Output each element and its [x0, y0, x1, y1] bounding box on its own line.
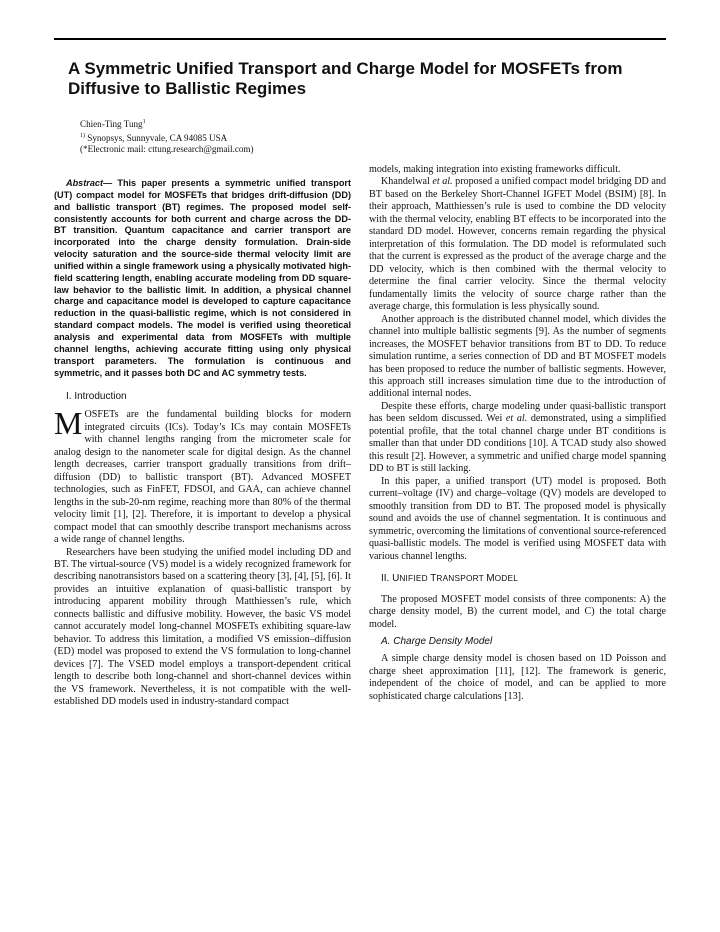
intro-paragraph-2: Researchers have been studying the unified model including DD and BT. The virtual-source (VS) model is a widely recognized framework for describing nanotransistors based on a scattering theory [3], [4], [5], [6]. It provides an intuitive explanation of quasi-ballistic transport by introducing apparent mobility through Matthiessen’s rule, which connects ballistic and diffusive mobility. However, the basic VS model cannot accurately model long-channel MOSFETs exhibiting square-law behavior. To address this limitation, a modified VS emission–diffusion (ED) model was proposed to extend the VS formulation to long-channel devices [7]. The VSED model employs a transport-dependent critical length to describe both long-channel and short-channel devices within the VS framework. Nevertheless, it is not compatible with the well-established DD models used in industry-standard compact	[54, 546, 351, 708]
right-paragraph-4: In this paper, a unified transport (UT) model is proposed. Both current–voltage (IV) and charge–voltage (QV) models are developed to smoothly transition from DD to BT. The proposed model is physically sound and avoids the use of channel segmentation. It is continuous and symmetric, overcoming the limitations of conventional source-referenced quasi-ballistic models. The model is verified using MOSFET data with various channel lengths.	[369, 475, 666, 562]
right-paragraph-2: Another approach is the distributed channel model, which divides the channel into multiple ballistic segments [9]. As the number of segments increases, the MOSFET behavior transitions from BT to DD. To reduce simulation runtime, a series connection of DD and BT MOSFET models has been proposed to reduce the number of ballistic segments. However, this approach still increases simulation time due to the introduction of additional internal nodes.	[369, 313, 666, 400]
top-rule	[54, 38, 666, 40]
affiliation-line	[80, 131, 254, 145]
sec2-rest2: RANSPORT	[436, 573, 487, 583]
abstract-text: This paper presents a symmetric unified transport (UT) compact model for MOSFETs that bridges drift-diffusion (DD) and ballistic transport (BT) regimes. The proposed model self-consistently accounts for both current and charge across the DD-BT transition. Quantum capacitance and carrier transport are incorporated into the charge density formulation. Drain-side velocity saturation and the source-side thermal velocity limit are unified within a single framework using a physically motivated high-field scattering length, enabling accurate modeling from DD square-law behavior to the ballistic limit. In addition, a physical channel charge and capacitance model is developed to capture capacitance reduction in the quasi-ballistic regime, which is not considered in standard compact models. The model is verified using theoretical analysis and experimental data from MOSFETs with multiple channel lengths, achieving accurate fitting using only physical transport parameters. The formulation is continuous and symmetric, and it passes both DC and AC symmetry tests.	[54, 178, 351, 378]
subsection-heading-charge-density: A. Charge Density Model	[381, 636, 493, 648]
drop-cap: M	[54, 405, 83, 442]
author-email: (*Electronic mail: cttung.research@gmail.com)	[80, 144, 254, 155]
et-al-2: et al.	[505, 413, 528, 425]
left-column	[54, 178, 351, 709]
affiliation: Synopsys, Sunnyvale, CA 94085 USA	[85, 132, 228, 143]
sec2-t: T	[430, 573, 437, 584]
et-al-1: et al.	[432, 176, 453, 188]
intro-paragraph-1	[54, 405, 351, 546]
right-paragraph-3-b: demonstrated, using a simplified potential profile, that the total channel charge under BT conditions is smaller than that under DD conditions [10]. A TCAD study also showed this result [2]. However, a symmetric and unified charge model spanning DD to BT is still lacking.	[369, 413, 666, 475]
section-heading-introduction: I. Introduction	[66, 391, 127, 403]
author-block	[80, 117, 254, 156]
right-paragraph-5: The proposed MOSFET model consists of three components: A) the charge density model, B) the current model, and C) the total charge model.	[369, 594, 666, 630]
right-paragraph-3	[369, 401, 666, 476]
author-name-line	[80, 117, 254, 131]
intro-paragraph-1-text: OSFETs are the fundamental building blocks for modern integrated circuits (ICs). Today’s ICs may contain MOSFETs with channel lengths ranging from the micrometer scale for analog design to the nanometer scale for digital design. As the channel length decreases, carrier transport gradually transitions from drift–diffusion (DD) to ballistic transport (BT). Advanced MOSFET technologies, such as FinFET, FDSOI, and GAA, can achieve channel lengths in the sub-20-nm regime, reaching more than 80% of the thermal velocity limit [1], [2]. Therefore, it is important to develop a physical compact model that can smoothly describe transport mechanisms across a wide range of channel lengths.	[54, 409, 351, 546]
abstract-lead: Abstract—	[66, 178, 113, 188]
author-name: Chien-Ting Tung	[80, 119, 143, 130]
right-column	[369, 164, 666, 703]
sec2-rest1: NIFIED	[399, 573, 431, 583]
section-heading-unified-transport	[369, 572, 666, 585]
right-paragraph-3-a: Despite these efforts, charge modeling under quasi-ballistic transport has been seldom discussed. Wei	[369, 400, 666, 425]
right-paragraph-6: A simple charge density model is chosen based on 1D Poisson and charge sheet approximation [11], [12]. The framework is generic, independent of the choice of model, and can be applied to more sophisticated charge calculations [13].	[369, 653, 666, 702]
sec2-num: II.	[381, 573, 393, 584]
affiliation-sup: 1)	[80, 132, 85, 139]
paper-title: A Symmetric Unified Transport and Charge Model for MOSFETs from Diffusive to Ballistic Regimes	[68, 59, 623, 98]
sec2-rest3: ODEL	[494, 573, 519, 583]
right-paragraph-1	[369, 176, 666, 313]
author-sup: 1	[142, 119, 146, 125]
right-paragraph-1-a: Khandelwal	[381, 176, 433, 188]
abstract	[54, 178, 351, 379]
right-paragraph-0: models, making integration into existing frameworks difficult.	[369, 164, 621, 175]
right-paragraph-1-b: proposed a unified compact model bridging DD and BT based on the Berkeley Short-Channel IGFET Model (BSIM) [8]. In their approach, Matthiessen’s rule is used to combine the DD velocity with the thermal velocity, enabling BT effects to be incorporated into the standard DD model. However, concerns remain regarding the physical interpretation of this formulation. The DD model is reformulated such that the current is expressed as the product of the average charge and the DD velocity, which is then combined with the thermal velocity to determine the final carrier velocity. Since the thermal velocity fundamentally limits the velocity of source charge rather than the average charge, this formulation is less physically sound.	[369, 176, 666, 313]
sec2-u: U	[392, 573, 400, 584]
sec2-m: M	[486, 573, 495, 584]
